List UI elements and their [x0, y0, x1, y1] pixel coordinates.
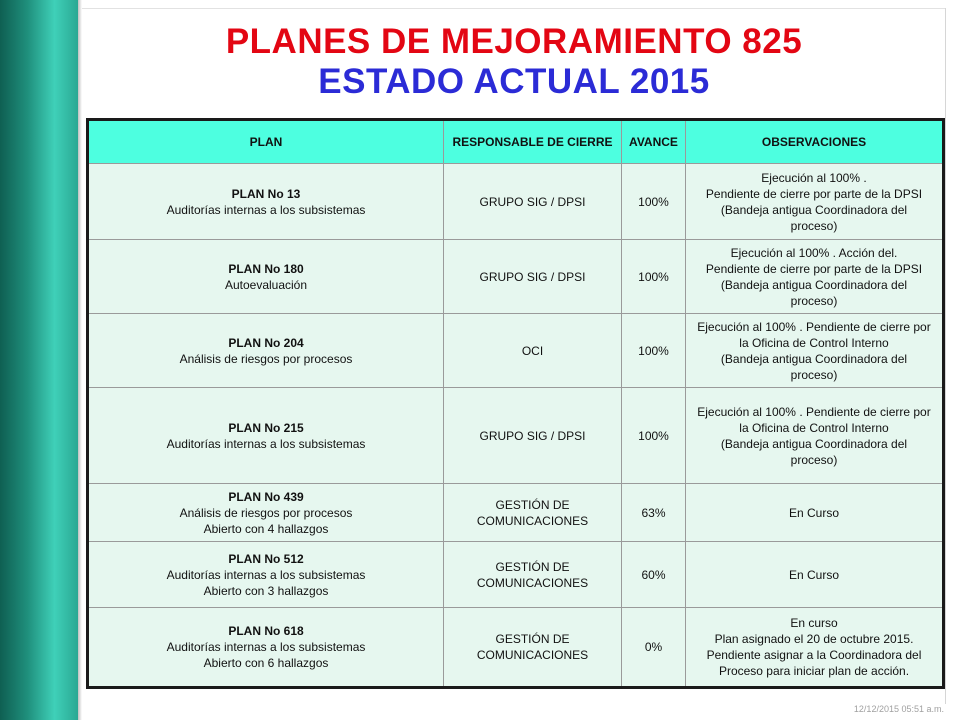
observation-line: proceso) — [790, 367, 838, 382]
header-responsable: RESPONSABLE DE CIERRE — [444, 120, 622, 164]
cell-avance: 100% — [622, 164, 686, 240]
plan-description: Auditorías internas a los subsistemas — [166, 640, 366, 654]
cell-avance: 100% — [622, 388, 686, 484]
observation-line: Pendiente de cierre por parte de la DPSI — [705, 186, 923, 201]
plan-name: PLAN No 512 — [228, 551, 304, 566]
table-row — [88, 542, 944, 608]
observation-line: proceso) — [790, 218, 838, 233]
plan-description: Análisis de riesgos por procesos — [179, 351, 353, 366]
cell-observaciones — [686, 542, 944, 608]
plan-description: Abierto con 3 hallazgos — [203, 583, 329, 598]
observation-line: proceso) — [790, 293, 838, 308]
table-row — [88, 164, 944, 240]
header-avance: AVANCE — [622, 120, 686, 164]
cell-plan — [88, 608, 444, 688]
observation-line: Plan asignado el 20 de octubre 2015. — [714, 632, 914, 646]
cell-observaciones — [686, 484, 944, 542]
plan-description: Análisis de riesgos por procesos — [179, 505, 353, 520]
plans-table — [86, 118, 945, 689]
footer-date: 12/12/2015 05:51 a.m. — [853, 704, 944, 714]
observation-line: Proceso para iniciar plan de acción. — [718, 664, 910, 678]
table-row — [88, 484, 944, 542]
cell-avance: 100% — [622, 240, 686, 314]
table-row — [88, 388, 944, 484]
plan-name: PLAN No 439 — [228, 489, 304, 504]
observation-line: Pendiente asignar a la Coordinadora del — [706, 648, 922, 662]
plan-description: Auditorías internas a los subsistemas — [166, 202, 366, 217]
table-row — [88, 240, 944, 314]
plan-description: Abierto con 6 hallazgos — [203, 656, 329, 670]
cell-responsable: GESTIÓN DE COMUNICACIONES — [444, 608, 622, 688]
cell-responsable: GRUPO SIG / DPSI — [444, 388, 622, 484]
cell-responsable: GRUPO SIG / DPSI — [444, 164, 622, 240]
frame-right-line — [945, 8, 946, 704]
decorative-side-bar — [0, 0, 78, 720]
cell-observaciones — [686, 164, 944, 240]
observation-line: En Curso — [788, 505, 840, 520]
header-observaciones: OBSERVACIONES — [686, 120, 944, 164]
page-subtitle: ESTADO ACTUAL 2015 — [318, 62, 710, 101]
observation-line: En Curso — [788, 567, 840, 582]
observation-line: (Bandeja antigua Coordinadora del — [720, 436, 908, 451]
cell-responsable: OCI — [444, 314, 622, 388]
plan-description: Abierto con 4 hallazgos — [203, 521, 329, 536]
cell-avance: 0% — [622, 608, 686, 688]
plan-description: Auditorías internas a los subsistemas — [166, 436, 366, 451]
observation-line: Ejecución al 100% . — [761, 170, 867, 185]
cell-responsable: GESTIÓN DE COMUNICACIONES — [444, 542, 622, 608]
plan-name: PLAN No 618 — [228, 624, 304, 638]
cell-plan — [88, 164, 444, 240]
cell-plan — [88, 314, 444, 388]
observation-line: Pendiente de cierre por parte de la DPSI — [705, 261, 923, 276]
table-row — [88, 608, 944, 688]
observation-line: Ejecución al 100% . Acción del. — [730, 245, 898, 260]
cell-responsable: GRUPO SIG / DPSI — [444, 240, 622, 314]
header-plan: PLAN — [88, 120, 444, 164]
cell-observaciones — [686, 240, 944, 314]
cell-observaciones — [686, 608, 944, 688]
plan-description: Auditorías internas a los subsistemas — [166, 567, 366, 582]
frame-top-line — [82, 8, 946, 9]
cell-avance: 100% — [622, 314, 686, 388]
observation-line: la Oficina de Control Interno — [739, 335, 889, 350]
plan-description: Autoevaluación — [224, 277, 308, 292]
observation-line: proceso) — [790, 452, 838, 467]
cell-observaciones — [686, 314, 944, 388]
plan-name: PLAN No 215 — [228, 420, 304, 435]
observation-line: la Oficina de Control Interno — [739, 420, 889, 435]
table-row — [88, 314, 944, 388]
cell-plan — [88, 388, 444, 484]
cell-responsable: GESTIÓN DE COMUNICACIONES — [444, 484, 622, 542]
observation-line: En curso — [790, 616, 838, 630]
page-title: PLANES DE MEJORAMIENTO 825 — [225, 22, 803, 61]
cell-avance: 63% — [622, 484, 686, 542]
plan-name: PLAN No 180 — [228, 261, 304, 276]
observation-line: Ejecución al 100% . Pendiente de cierre por — [697, 319, 931, 334]
cell-plan — [88, 484, 444, 542]
cell-observaciones — [686, 388, 944, 484]
plan-name: PLAN No 13 — [231, 186, 301, 201]
observation-line: (Bandeja antigua Coordinadora del — [720, 277, 908, 292]
table-header-row — [88, 120, 944, 164]
observation-line: (Bandeja antigua Coordinadora del — [720, 202, 908, 217]
observation-line: Ejecución al 100% . Pendiente de cierre por — [697, 404, 931, 419]
cell-plan — [88, 542, 444, 608]
cell-plan — [88, 240, 444, 314]
cell-avance: 60% — [622, 542, 686, 608]
observation-line: (Bandeja antigua Coordinadora del — [720, 351, 908, 366]
plan-name: PLAN No 204 — [228, 335, 304, 350]
